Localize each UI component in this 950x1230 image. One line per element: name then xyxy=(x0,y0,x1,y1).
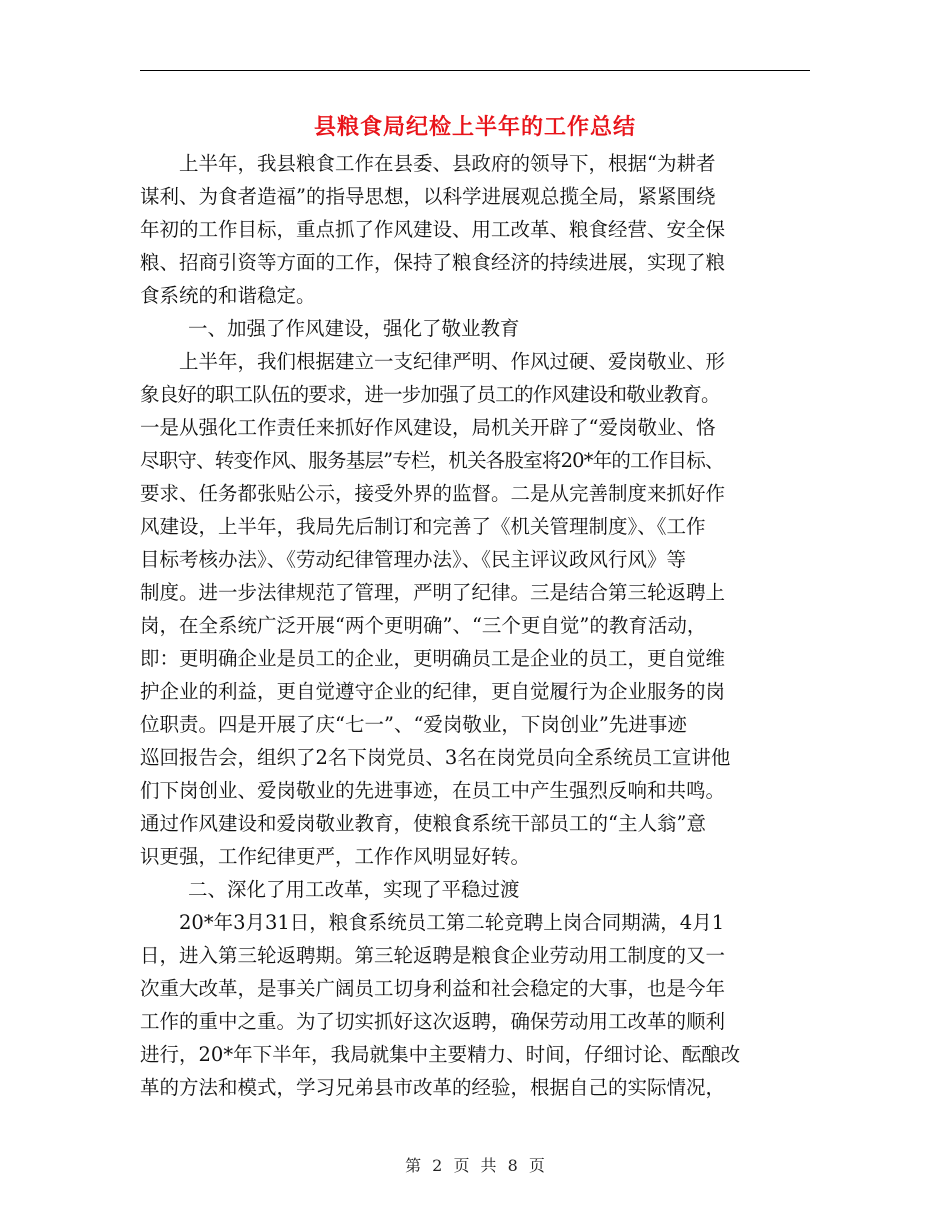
paragraph-line: 象良好的职工队伍的要求，进一步加强了员工的作风建设和敬业教育。 xyxy=(140,383,720,406)
paragraph-line: 目标考核办法》、《劳动纪律管理办法》、《民主评议政风行风》等 xyxy=(140,548,687,571)
paragraph-line: 上半年，我们根据建立一支纪律严明、作风过硬、爱岗敬业、形 xyxy=(179,350,726,373)
paragraph-line: 护企业的利益，更自觉遵守企业的纪律，更自觉履行为企业服务的岗 xyxy=(140,680,726,703)
paragraph-line: 巡回报告会，组织了2名下岗党员、3名在岗党员向全系统员工宣讲他 xyxy=(140,746,731,769)
paragraph-line: 年初的工作目标，重点抓了作风建设、用工改革、粮食经营、安全保 xyxy=(140,218,726,241)
paragraph-line: 20*年3月31日，粮食系统员工第二轮竞聘上岗合同期满，4月1 xyxy=(179,911,725,934)
paragraph-line: 位职责。四是开展了庆“七一”、“爱岗敬业，下岗创业”先进事迹 xyxy=(140,713,687,736)
paragraph-line: 次重大改革，是事关广阔员工切身利益和社会稳定的大事，也是今年 xyxy=(140,977,726,1000)
paragraph-line: 即：更明确企业是员工的企业，更明确员工是企业的员工，更自觉维 xyxy=(140,647,726,670)
paragraph-line: 通过作风建设和爱岗敬业教育，使粮食系统干部员工的“主人翁”意 xyxy=(140,812,706,835)
paragraph-line: 革的方法和模式，学习兄弟县市改革的经验，根据自己的实际情况， xyxy=(140,1076,726,1099)
paragraph-line: 们下岗创业、爱岗敬业的先进事迹，在员工中产生强烈反响和共鸣。 xyxy=(140,779,726,802)
paragraph-line: 粮、招商引资等方面的工作，保持了粮食经济的持续进展，实现了粮 xyxy=(140,251,726,274)
paragraph-line: 上半年，我县粮食工作在县委、县政府的领导下，根据“为耕者 xyxy=(179,152,716,175)
paragraph-line: 岗，在全系统广泛开展“两个更明确”、“三个更自觉”的教育活动， xyxy=(140,614,707,637)
paragraph-line: 谋利、为食者造福”的指导思想，以科学进展观总揽全局，紧紧围绕 xyxy=(140,185,716,208)
paragraph-line: 尽职守、转变作风、服务基层”专栏，机关各股室将20*年的工作目标、 xyxy=(140,449,724,472)
paragraph-line: 一是从强化工作责任来抓好作风建设，局机关开辟了“爱岗敬业、恪 xyxy=(140,416,716,439)
document-title: 县粮食局纪检上半年的工作总结 xyxy=(313,115,636,140)
paragraph-line: 进行，20*年下半年，我局就集中主要精力、时间，仔细讨论、酝酿改 xyxy=(140,1043,741,1066)
paragraph-line: 风建设，上半年，我局先后制订和完善了《机关管理制度》、《工作 xyxy=(140,515,706,538)
paragraph-line: 食系统的和谐稳定。 xyxy=(140,284,316,307)
section-heading: 一、加强了作风建设，强化了敬业教育 xyxy=(188,317,520,340)
paragraph-line: 制度。进一步法律规范了管理，严明了纪律。三是结合第三轮返聘上 xyxy=(140,581,726,604)
section-heading: 二、深化了用工改革，实现了平稳过渡 xyxy=(188,878,520,901)
page-number: 第 2 页 共 8 页 xyxy=(405,1156,545,1175)
paragraph-line: 日，进入第三轮返聘期。第三轮返聘是粮食企业劳动用工制度的又一 xyxy=(140,944,726,967)
paragraph-line: 识更强，工作纪律更严，工作作风明显好转。 xyxy=(140,845,531,868)
header-rule xyxy=(140,70,810,71)
document-body xyxy=(140,147,820,1104)
paragraph-line: 工作的重中之重。为了切实抓好这次返聘，确保劳动用工改革的顺利 xyxy=(140,1010,726,1033)
paragraph-line: 要求、任务都张贴公示，接受外界的监督。二是从完善制度来抓好作 xyxy=(140,482,726,505)
